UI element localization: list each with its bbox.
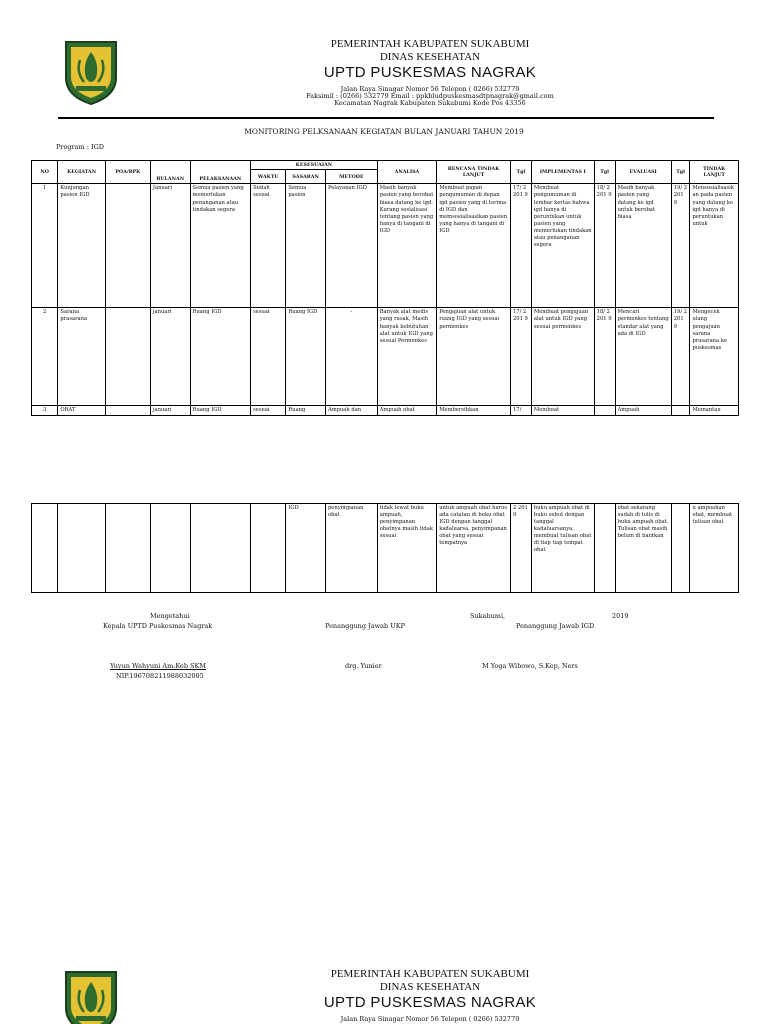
sig-ukp-name: drg. Yunier [345, 662, 382, 670]
letterhead [0, 38, 768, 138]
cell-implementasi: buku ampuah obat di buku sebut dengan tanggal kadaluarsanya, membuat tulisan obat di tiap tiap tempat obat [531, 504, 594, 593]
cell-pelaksanaan [190, 504, 251, 593]
letterhead-department: DINAS KESEHATAN [379, 50, 481, 63]
cell-tgl-3 [671, 406, 690, 416]
cell-rencana: Pengajuan alat untuk ruang IGD yang sesuai permenkes [437, 308, 511, 406]
cell-poa [105, 504, 150, 593]
cell-evaluasi: Mencari permenkes tentang standar alat yang ada di IGD [615, 308, 671, 406]
cell-pelaksanaan: Ruang IGD [190, 308, 251, 406]
cell-tgl-3: 19/ 2 201 9 [671, 308, 690, 406]
cell-no: 2 [32, 308, 58, 406]
cell-analisa: Ampuah obat [377, 406, 436, 416]
cell-implementasi: Membuat [531, 406, 594, 416]
sig-igd-title: Penanggung Jawab IGD [516, 622, 595, 630]
cell-rencana: Membuat papan pengumuman di depan igd pasien yang di terima di IGD dan memsosialisasikan pasien yang hanya di tangani di IGD [437, 184, 511, 308]
cell-evaluasi: obat sekarang sudah di tulis di buku ampuah obat. Tulisan obat masih belum di bantkan [615, 504, 671, 593]
cell-tgl-2: 18/ 2 201 9 [594, 308, 615, 406]
table-row [32, 184, 739, 308]
cell-metode: Pelayanan IGD [325, 184, 377, 308]
document-title: MONITORING PELKSANAAN KEGIATAN BULAN JANUARI TAHUN 2019 [244, 127, 524, 136]
sig-mengetahui: Mengetahui [150, 612, 190, 620]
header-pelaksanaan: PELAKSANAAN [190, 161, 251, 184]
cell-poa [105, 406, 150, 416]
letterhead-divider [58, 117, 714, 119]
cell-sasaran: Ruang IGD [286, 308, 326, 406]
cell-no: 3 [32, 406, 58, 416]
cell-waktu: Sudah sesuai [251, 184, 286, 308]
cell-waktu [251, 504, 286, 593]
cell-kegiatan: Kunjungan pasien IGD [58, 184, 105, 308]
sig-place: Sukabumi, [470, 612, 506, 620]
header-analisa: ANALISA [377, 161, 436, 184]
cell-sasaran: Ruang [286, 406, 326, 416]
header-bulanan: BULANAN [150, 161, 190, 184]
header-metode: METODE [325, 170, 377, 184]
letterhead-government: PEMERINTAH KABUPATEN SUKABUMI [330, 968, 530, 980]
letterhead-department: DINAS KESEHATAN [379, 980, 481, 993]
cell-bulanan: januari [150, 406, 190, 416]
cell-tindak-lanjut: Mengecek ulang pengajuan sarana prasarana ke puskesmas [690, 308, 739, 406]
letterhead-contact: Faksimil : (0266) 532779 Email : ppkbludpuskesmasdtpnagrak@gmail.com [306, 92, 554, 100]
header-kesesuaian: KESESUAIAN [251, 161, 378, 170]
cell-tgl-2 [594, 406, 615, 416]
cell-tindak-lanjut: u ampuahan obat, membuat tulisan obat [690, 504, 739, 593]
cell-no [32, 504, 58, 593]
cell-metode: Ampuah dan [325, 406, 377, 416]
cell-kegiatan: OBAT [58, 406, 105, 416]
header-no: NO [32, 161, 58, 184]
cell-bulanan [150, 504, 190, 593]
program-label: Program : IGD [56, 143, 104, 151]
cell-implementasi: Membuat pengumuman di lembar kertas bahwa igd hanya di peruntukan untuk pasien yang memerlukan tindakan atau penanganan segera [531, 184, 594, 308]
cell-implementasi: Membuat pengajuan alat untuk IGD yang sesuai permenkes [531, 308, 594, 406]
cell-no: 1 [32, 184, 58, 308]
cell-analisa: Banyak alat medis yang rusak, Masih banyak kebutuhan alat untuk IGD yang sesuai Permenkes [377, 308, 436, 406]
cell-poa [105, 308, 150, 406]
cell-metode: penyimpanan obat [325, 504, 377, 593]
letterhead-address: Jalan Raya Sinagar Nomor 56 Telepon ( 0266) 532779 [340, 84, 520, 93]
regency-emblem-logo [62, 38, 120, 106]
header-tgl-3: Tgl [671, 161, 690, 184]
cell-metode: - [325, 308, 377, 406]
cell-tgl-1: 17/ [510, 406, 531, 416]
cell-poa [105, 184, 150, 308]
header-waktu: WAKTU [251, 170, 286, 184]
monitoring-table-continuation [31, 503, 739, 593]
cell-tgl-1: 17/ 2 201 9 [510, 184, 531, 308]
cell-tgl-3: 19/ 2 201 9 [671, 184, 690, 308]
table-row [32, 504, 739, 593]
header-rencana: RENCANA TINDAK LANJUT [437, 161, 511, 184]
cell-waktu: sesuai [251, 406, 286, 416]
cell-pelaksanaan: Semua pasien yang memerlukan penanganan atau tindakan segera [190, 184, 251, 308]
letterhead-government: PEMERINTAH KABUPATEN SUKABUMI [330, 38, 530, 50]
cell-analisa: Masih banyak pasien yang berobat biasa datang ke igd. Kurang sosialisasi tentang pasien yang hanya di tangani di IGD [377, 184, 436, 308]
cell-tgl-2: 18/ 2 201 9 [594, 184, 615, 308]
cell-pelaksanaan: Ruang IGD [190, 406, 251, 416]
header-tindak-lanjut: TINDAK LANJUT [690, 161, 739, 184]
cell-bulanan: Januari [150, 184, 190, 308]
cell-waktu: sesuai [251, 308, 286, 406]
letterhead-institution: UPTD PUSKESMAS NAGRAK [323, 994, 537, 1012]
sig-kepala-title: Kepala UPTD Puskesmas Nagrak [103, 622, 213, 630]
header-poa: POA/RPK [105, 161, 150, 184]
monitoring-table [31, 160, 739, 416]
cell-sasaran: Semua pasien [286, 184, 326, 308]
sig-kepala-name: Yuyun Wahyuni Am.Keb SKM [110, 662, 207, 670]
letterhead-address: Jalan Raya Sinagar Nomor 56 Telepon ( 0266) 532779 [340, 1014, 520, 1023]
cell-tgl-1: 2 201 9 [510, 504, 531, 593]
cell-tindak-lanjut: Memantau [690, 406, 739, 416]
cell-analisa: tidak lewat buku ampuah, penyimpanan obatnya masih tidak sesuai [377, 504, 436, 593]
sig-ukp-title: Penanggung Jawab UKP [325, 622, 405, 630]
header-implementasi: IMPLEMENTAS I [531, 161, 594, 184]
header-kegiatan: KEGIATAN [58, 161, 105, 184]
regency-emblem-logo [62, 968, 120, 1024]
cell-tindak-lanjut: Mensosialisasikan pada pasien yang datang ke igd hanya di peruntukan untuk [690, 184, 739, 308]
cell-kegiatan [58, 504, 105, 593]
table-row [32, 406, 739, 416]
letterhead-district: Kecamatan Nagrak Kabupaten Sukabumi Kode Pos 43356 [334, 99, 526, 108]
table-row [32, 308, 739, 406]
letterhead-page-2 [0, 968, 768, 1024]
sig-igd-name: M Yoga Wibowo, S.Kep, Ners [482, 662, 578, 670]
cell-bulanan: januari [150, 308, 190, 406]
cell-tgl-1: 17/ 2 201 9 [510, 308, 531, 406]
cell-kegiatan: Sarana prasarana [58, 308, 105, 406]
cell-rencana: Membersihkan [437, 406, 511, 416]
cell-sasaran: IGD [286, 504, 326, 593]
letterhead-institution: UPTD PUSKESMAS NAGRAK [323, 64, 537, 82]
header-tgl-1: Tgl [510, 161, 531, 184]
cell-rencana: untuk ampuah obat harus ada catatan di buku obat IGD dengan tanggal kadaluarsa, penyimpanan obat yang sesuai tempatnya [437, 504, 511, 593]
header-evaluasi: EVALUASI [615, 161, 671, 184]
header-tgl-2: Tgl [594, 161, 615, 184]
cell-evaluasi: Ampuah [615, 406, 671, 416]
cell-tgl-2 [594, 504, 615, 593]
header-sasaran: SASARAN [286, 170, 326, 184]
cell-evaluasi: Masih banyak pasien yang datang ke igd untuk berobat biasa [615, 184, 671, 308]
cell-tgl-3 [671, 504, 690, 593]
sig-kepala-nip: NIP.196708211988032005 [116, 672, 204, 680]
sig-year: 2019 [612, 612, 629, 620]
